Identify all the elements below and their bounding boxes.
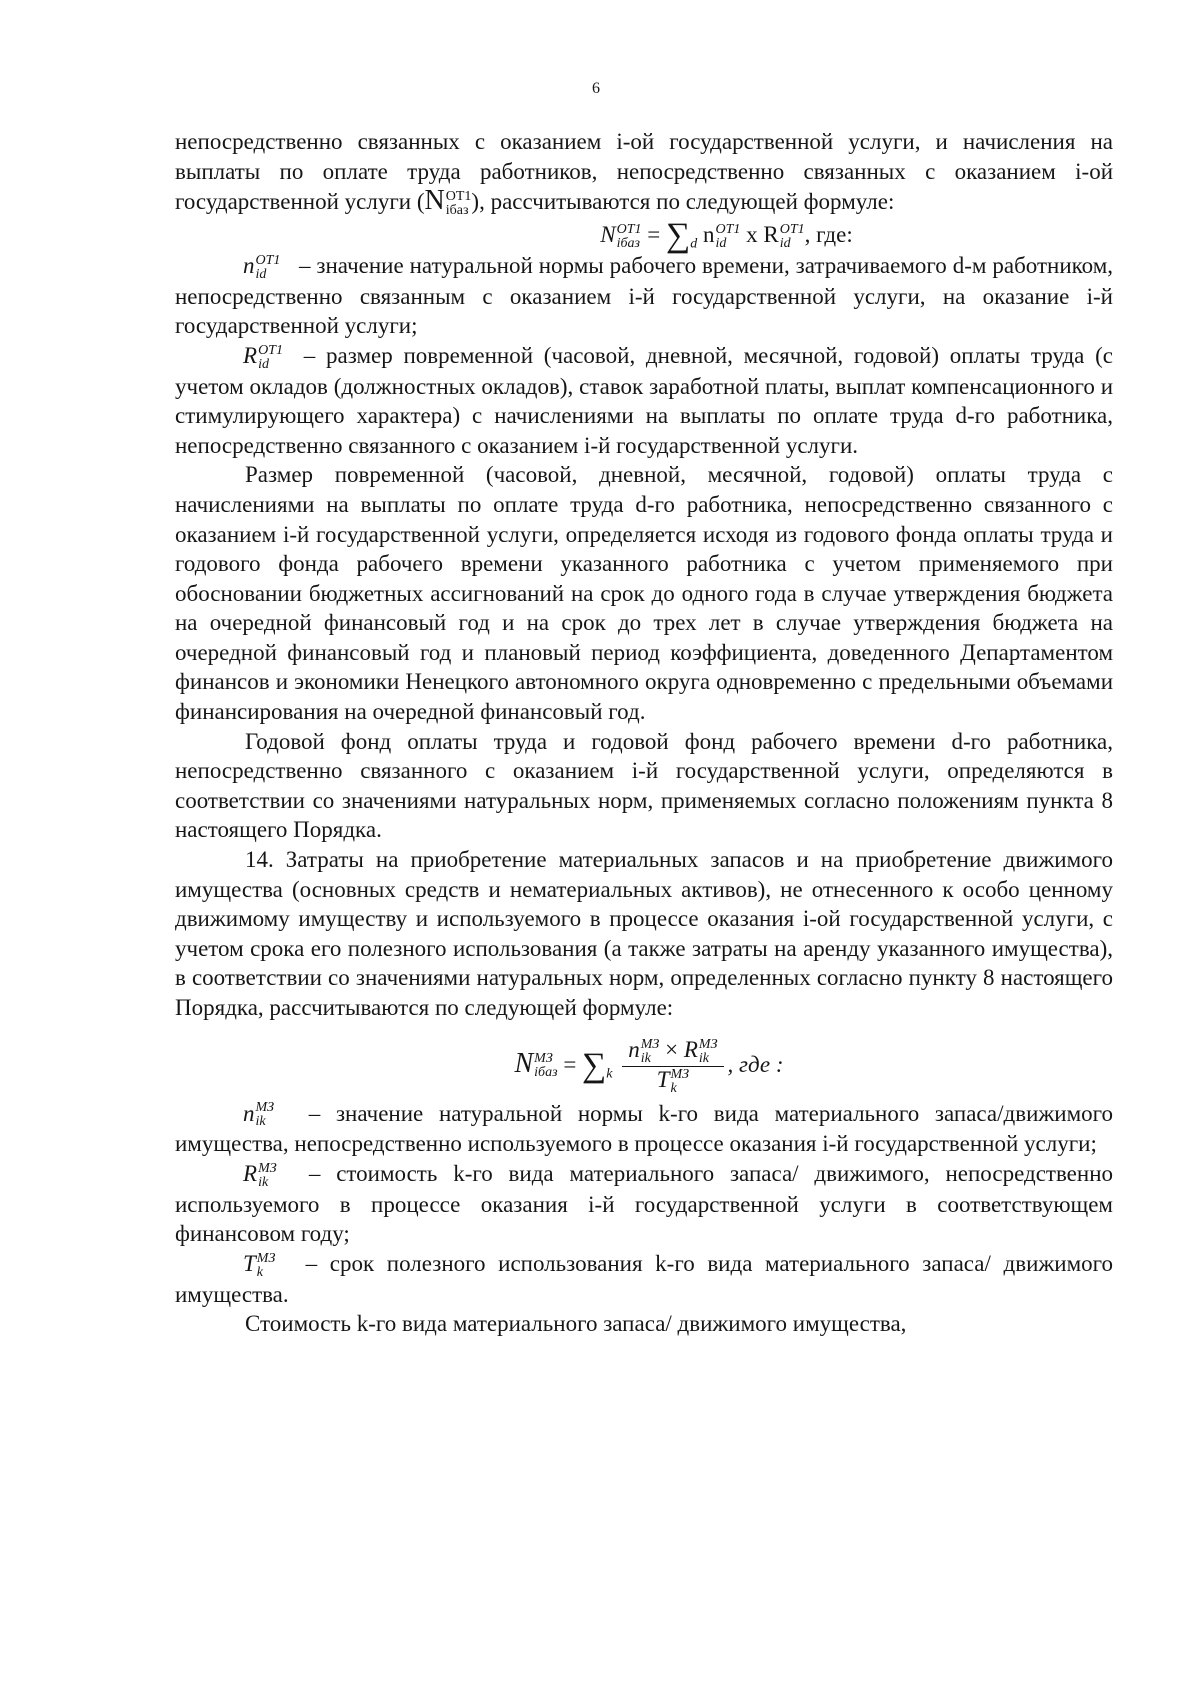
paragraph-annual-fund: Годовой фонд оплаты труда и годовой фонд рабочего времени d-го работника, непосредственно связанного с оказанием i-й государственной услуги, определяются в соответствии со значениями натуральных норм, применяемых согласно положениям пункта 8 настоящего Порядка.: [175, 728, 1113, 843]
fraction: n МЗ ik × R МЗ ik T МЗ k: [622, 1037, 723, 1095]
sum-symbol: ∑: [665, 216, 691, 254]
definition-n-mz: n МЗ ik – значение натуральной нормы k-го вида материального запаса/движимого имущества, непосредственно используемого в процессе оказания i-й государственной услуги;: [175, 1100, 1114, 1157]
definition-t-mz: T МЗ k – срок полезного использования k-го вида материального запаса/ движимого имущества.: [175, 1250, 1114, 1307]
formula-mz: N МЗ iбаз = $\sum_k$ n МЗ ik × R МЗ ik T МЗ k , где :: [514, 1036, 784, 1096]
definition-n-ot1: n ОТ1 id – значение натуральной нормы рабочего времени, затрачиваемого d-м работником, непосредственно связанным с оказанием i-й государственной услуги, на оказание i-й государственной услуги;: [175, 252, 1114, 339]
body-text: [175, 127, 1113, 1339]
sum-symbol: ∑: [582, 1046, 607, 1084]
paragraph-intro: [175, 127, 1113, 218]
paragraph-intro-text: непосредственно связанных с оказанием i-ой государственной услуги, и начисления на выплаты по оплате труда работников, непосредственно связанных с оказанием i-ой государственной услуги (: [175, 129, 1113, 215]
paragraph-intro-end: ), рассчитываются по следующей формуле:: [471, 189, 895, 215]
paragraph-cost: Стоимость k-го вида материального запаса/ движимого имущества,: [245, 1311, 907, 1337]
page-number: 6: [592, 80, 600, 97]
paragraph-14: 14. Затраты на приобретение материальных запасов и на приобретение движимого имущества (основных средств и нематериальных активов), не отнесенного к особо ценному движимому имуществу и используемого в процессе оказания i-ой государственной услуги, с учетом срока его полезного использования (а также затраты на аренду указанного имущества), в соответствии со значениями натуральных норм, определенных согласно пункту 8 настоящего Порядка, рассчитываются по следующей формуле:: [175, 847, 1113, 1020]
formula-ot1: N ОТ1 iбаз = $\sum_d$ n ОТ1 id x R ОТ1 id , где:: [600, 216, 853, 254]
definition-r-mz: R МЗ ik – стоимость k-го вида материального запаса/ движимого, непосредственно используемого в процессе оказания i-й государственной услуги в соответствующем финансовом году;: [175, 1160, 1114, 1247]
inline-symbol-n-ot1: N ОТ1 iбаз: [424, 185, 472, 218]
definition-r-ot1: R ОТ1 id – размер повременной (часовой, дневной, месячной, годовой) оплаты труда (с учетом окладов (должностных окладов), ставок заработной платы, выплат компенсационного и стимулирующего характера) с начислениями на выплаты по оплате труда d-го работника, непосредственно связанного с оказанием i-й государственной услуги.: [175, 342, 1113, 458]
paragraph-pay-size: Размер повременной (часовой, дневной, месячной, годовой) оплаты труда с начислениями на выплаты по оплате труда d-го работника, непосредственно связанного с оказанием i-й государственной услуги, определяется исходя из годового фонда оплаты труда и годового фонда рабочего времени указанного работника с учетом применяемого при обосновании бюджетных ассигнований на срок до одного года в случае утверждения бюджета на очередной финансовый год и на срок до трех лет в случае утверждения бюджета на очередной финансовый год и плановый период коэффициента, доведенного Департаментом финансов и экономики Ненецкого автономного округа одновременно с предельными объемами финансирования на очередной финансовый год.: [175, 462, 1113, 725]
